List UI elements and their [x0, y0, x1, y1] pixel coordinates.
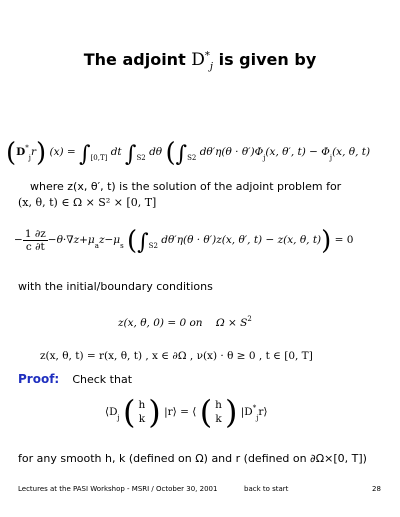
page-number: 28	[372, 485, 381, 493]
title-text-post: is given by	[213, 50, 317, 69]
slide-title	[0, 50, 400, 72]
equation-boundary-condition: z(x, θ, t) = r(x, θ, t) , x ∈ ∂Ω , ν(x) · θ ≥ 0 , t ∈ [0, T]	[40, 350, 313, 362]
equation-initial-condition: z(x, θ, 0) = 0 on $\Omega \times S^2$	[118, 315, 252, 329]
back-to-start-link[interactable]: back to start	[244, 485, 289, 493]
title-symbol: $D^*_j$	[191, 50, 214, 73]
proof-line	[18, 368, 132, 387]
proof-label: Proof:	[18, 372, 60, 386]
final-statement: for any smooth h, k (defined on Ω) and r (defined on ∂Ω×[0, T])	[18, 452, 367, 465]
conditions-intro: with the initial/boundary conditions	[18, 280, 213, 293]
title-text-pre: The adjoint	[83, 50, 192, 69]
footer-lecture-info: Lectures at the PASI Workshop - MSRI / October 30, 2001	[18, 485, 218, 493]
where-line-2: (x, θ, t) ∈ Ω × S² × [0, T]	[18, 196, 157, 209]
where-line-1: where z(x, θ′, t) is the solution of the adjoint problem for	[30, 180, 342, 193]
equation-adjoint-problem: − $\frac{1 \partial z}{c \partial t}$ $-\theta\cdot\nabla z+\mu_az-\mu_s$ ($\int_{S2}$ dθ′η(θ · θ′)z(x, θ′, t) − z(x, θ, t)) = 0	[14, 226, 354, 256]
equation-adjoint-identity: $⟨D_j$ ( h k ) |r⟩ = ⟨ ( h k ) $|D^*_jr⟩$	[105, 393, 268, 431]
proof-text: Check that	[72, 373, 133, 386]
equation-adjoint-definition: $(D^*_jr) (x) = \int_{[0,T]}$ dt $\int_{S2}$ dθ ($\int_{S2}$ $d\theta'\eta(\theta \cdot \theta')\Phi_j(x$, θ′, $t) - \Phi_j(x$, θ, t)	[6, 138, 371, 168]
